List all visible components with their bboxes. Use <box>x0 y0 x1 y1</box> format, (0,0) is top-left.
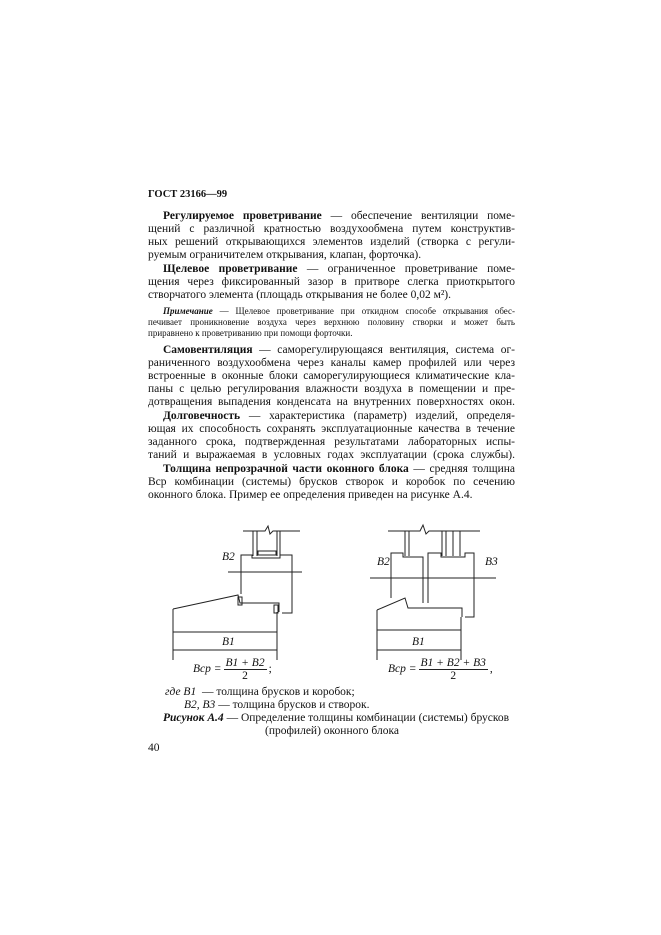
paragraph-line: щений с различной кратностью воздухообмена путем конструктив- <box>148 223 515 235</box>
note-line: печивает проникновение воздуха через верхнюю половину створки и может быть <box>148 317 515 327</box>
paragraph-line: Регулируемое проветривание — обеспечение вентиляции поме- <box>163 210 515 222</box>
paragraph-line: руемым ограничителем открывания, клапан, форточка). <box>148 249 422 261</box>
paragraph-line: таний и выражаемая в условных годах эксплуатации (срока службы). <box>148 449 515 461</box>
formula-right: Bср = $\frac{B1 + B2 + B3}{2}$ , <box>388 657 493 682</box>
paragraph-line: ных решений открывающихся элементов изделий (створка с регули- <box>148 236 515 248</box>
figure-caption-line: (профилей) оконного блока <box>265 725 399 737</box>
paragraph-line: оконного блока. Пример ее определения приведен на рисунке А.4. <box>148 489 473 501</box>
paragraph-line: раниченного воздухообмена через каналы камер профилей или через <box>148 357 515 369</box>
note-line: Примечание — Щелевое проветривание при откидном способе открывания обес- <box>163 306 515 316</box>
figure-caption: Рисунок А.4 — Определение толщины комбинации (системы) брусков <box>163 712 510 724</box>
paragraph-line: щения через фиксированный зазор в притворе слегка приоткрытого <box>148 276 515 288</box>
paragraph-line: Bср комбинации (системы) брусков створок и коробок по сечению <box>148 476 515 488</box>
paragraph-line: паны с целью регулирования влажности воздуха в помещении и пре- <box>148 383 515 395</box>
paragraph-line: Долговечность — характеристика (параметр) изделий, определя- <box>163 410 515 422</box>
page-number: 40 <box>148 742 160 754</box>
document-header: ГОСТ 23166—99 <box>148 189 228 200</box>
paragraph-line: Самовентиляция — саморегулирующаяся вентиляция, система ог- <box>163 344 515 356</box>
legend-line: где B1 — толщина брусков и коробок; <box>165 686 355 698</box>
label-b2-right: B2 <box>377 556 390 568</box>
paragraph-line: дотвращения выпадения конденсата на внутренних поверхностях окон. <box>148 396 515 408</box>
formula-left: Bср = $\frac{B1 + B2}{2}$ ; <box>193 657 272 682</box>
paragraph-line: заданного срока, подтвержденная результатами лабораторных испы- <box>148 436 515 448</box>
label-b1-right: B1 <box>412 636 425 648</box>
right-section-drawing <box>370 525 496 660</box>
label-b3-right: B3 <box>485 556 498 568</box>
label-b1-left: B1 <box>222 636 235 648</box>
paragraph-line: Толщина непрозрачной части оконного блока — средняя толщина <box>163 463 515 475</box>
paragraph-line: встроенные в оконные блоки саморегулирующиеся климатические кла- <box>148 370 515 382</box>
paragraph-line: Щелевое проветривание — ограниченное проветривание поме- <box>163 263 515 275</box>
label-b2-left: B2 <box>222 551 235 563</box>
legend-line: B2, B3 — толщина брусков и створок. <box>184 699 370 711</box>
paragraph-line: ющая их способность сохранять эксплуатационные качества в течение <box>148 423 515 435</box>
paragraph-line: створчатого элемента (площадь открывания не более 0,02 м²). <box>148 289 451 301</box>
note-line: приравнено к проветриванию при помощи форточки. <box>148 328 353 338</box>
left-section-drawing <box>173 526 302 660</box>
